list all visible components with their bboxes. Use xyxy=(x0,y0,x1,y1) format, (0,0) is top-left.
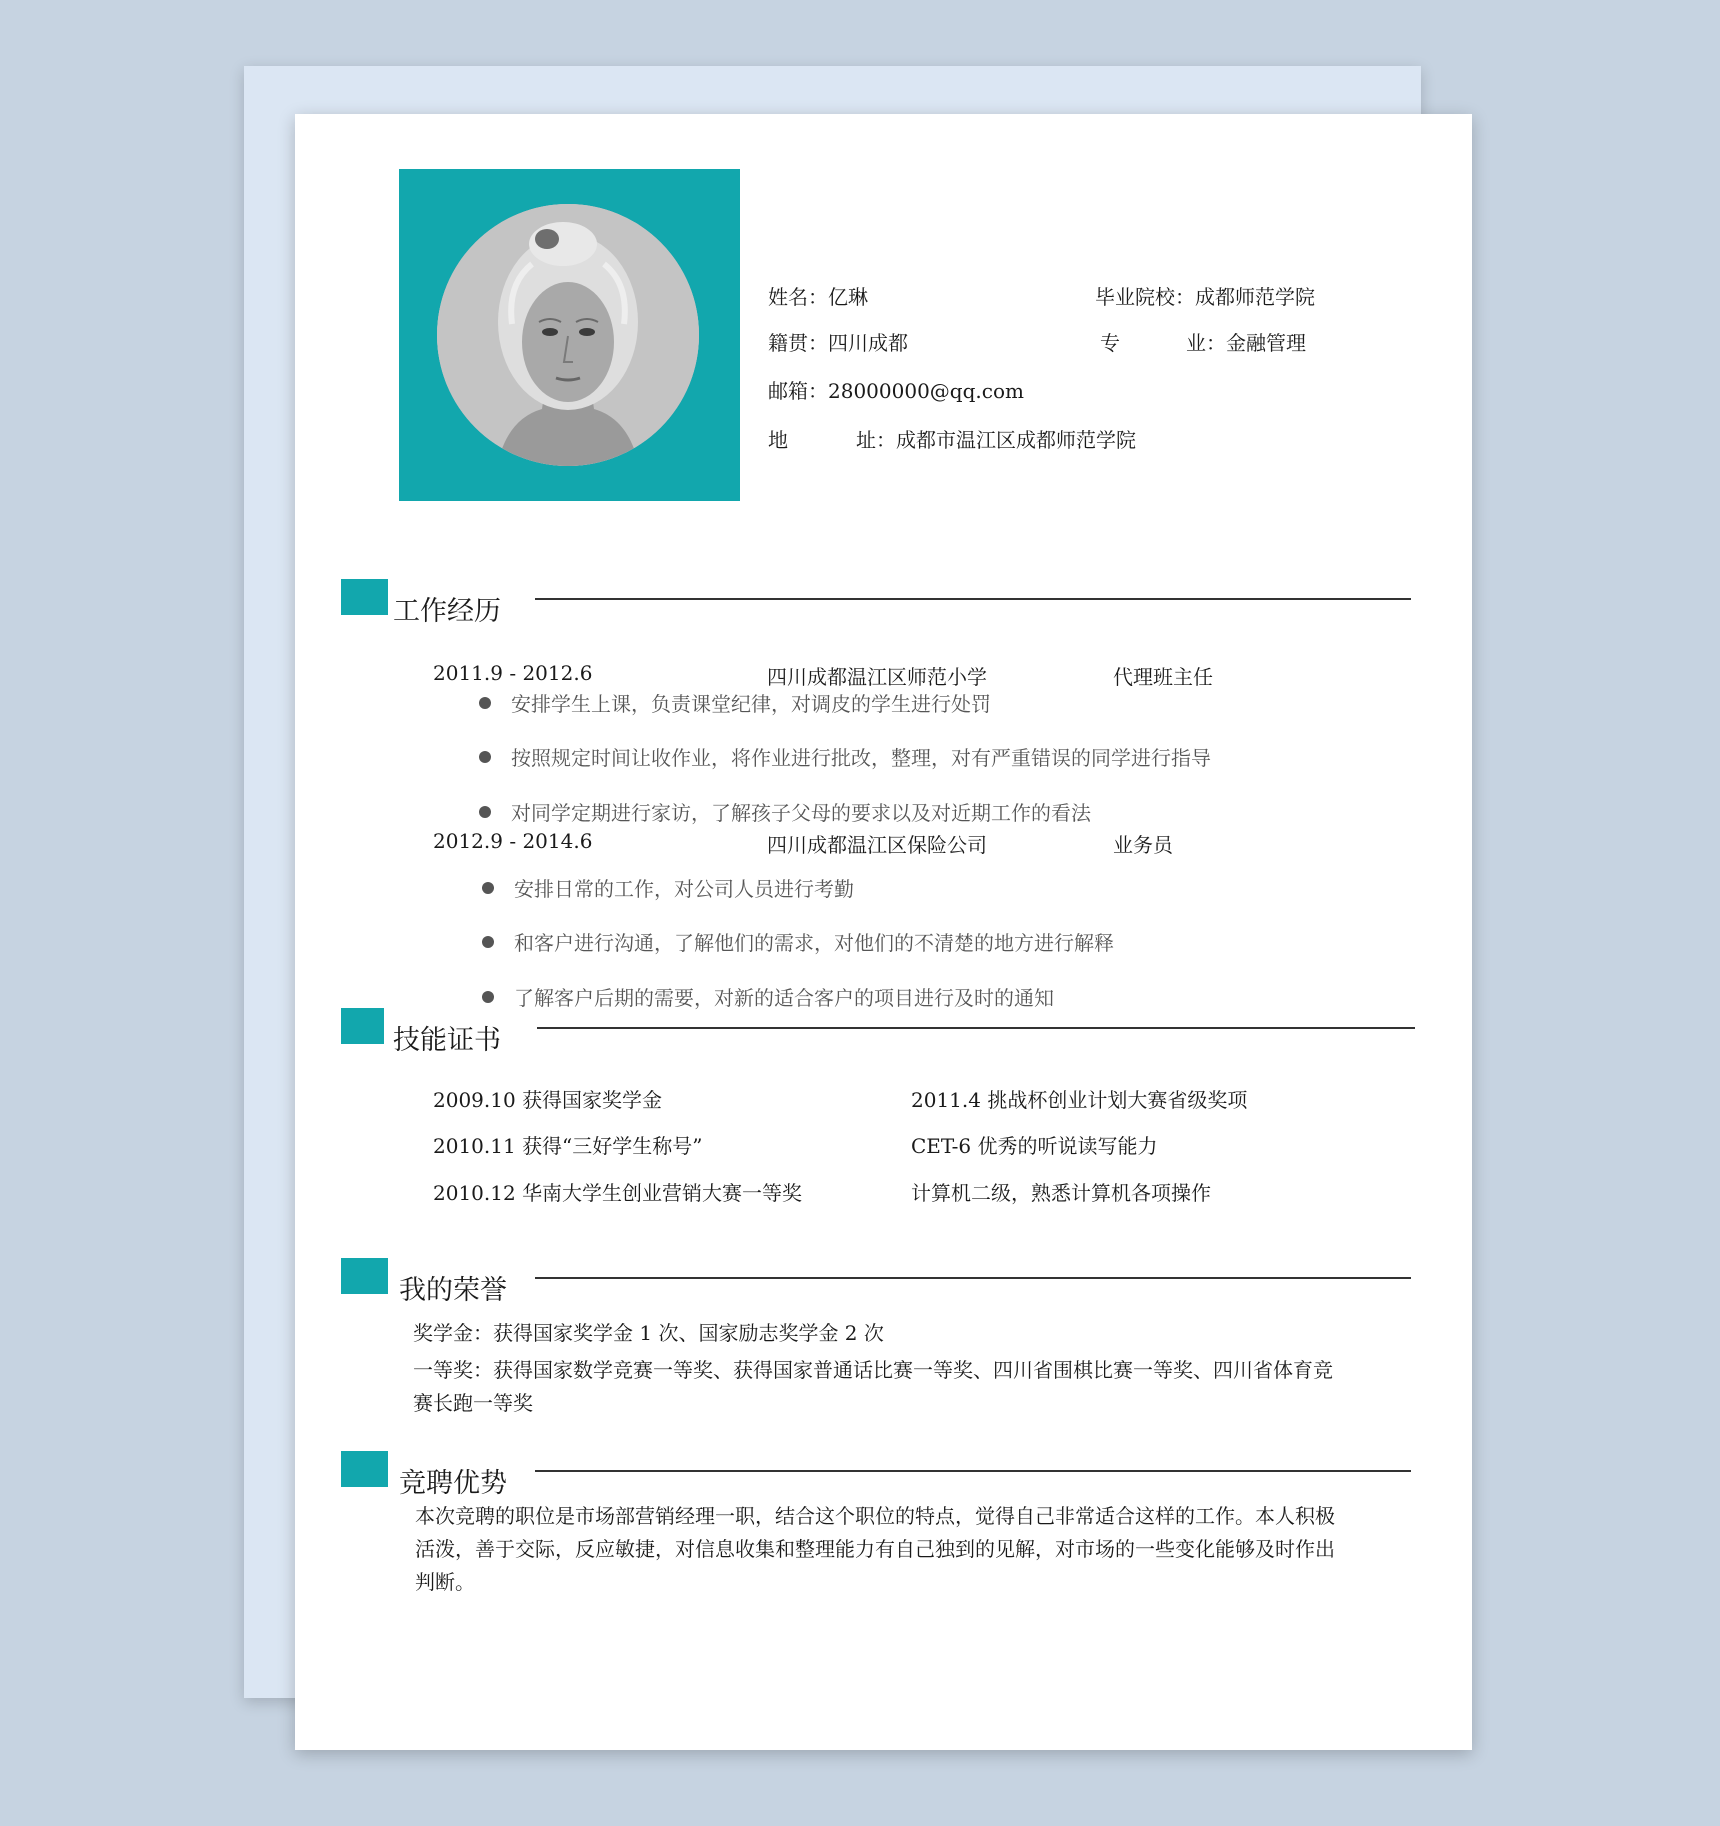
job-1-duty xyxy=(511,688,991,717)
job-2-duty xyxy=(514,873,854,902)
skill-item: 2010.12 华南大学生创业营销大赛一等奖 xyxy=(433,1181,803,1205)
job-1-duty xyxy=(511,797,1091,826)
section-marker xyxy=(341,1258,388,1294)
skill-item: 计算机二级，熟悉计算机各项操作 xyxy=(911,1181,1211,1205)
job-2-role: 业务员 xyxy=(1113,833,1173,857)
school-label: 毕业院校： xyxy=(1095,285,1195,309)
skills-section-header xyxy=(341,1008,1411,1056)
duty-text: 对同学定期进行家访，了解孩子父母的要求以及对近期工作的看法 xyxy=(511,801,1091,825)
job-2-company: 四川成都温江区保险公司 xyxy=(767,833,987,857)
bullet-dot xyxy=(482,936,494,948)
advantage-section-header xyxy=(341,1451,1411,1499)
origin-label: 籍贯： xyxy=(768,331,828,355)
email-value: 28000000@qq.com xyxy=(828,379,1024,403)
address-label-1: 地 xyxy=(768,428,788,452)
bullet-dot xyxy=(482,882,494,894)
duty-text: 安排日常的工作，对公司人员进行考勤 xyxy=(514,877,854,901)
major-row xyxy=(1100,327,1306,356)
origin-row xyxy=(768,327,908,356)
address-row xyxy=(768,424,1136,453)
email-label: 邮箱： xyxy=(768,379,828,403)
duty-text: 和客户进行沟通，了解他们的需求，对他们的不清楚的地方进行解释 xyxy=(514,931,1114,955)
section-rule xyxy=(535,1470,1411,1472)
skill-item: CET-6 优秀的听说读写能力 xyxy=(911,1134,1158,1158)
advantage-section-title: 竞聘优势 xyxy=(399,1468,507,1499)
skill-item: 2009.10 获得国家奖学金 xyxy=(433,1088,663,1112)
skill-item: 2011.4 挑战杯创业计划大赛省级奖项 xyxy=(911,1088,1248,1112)
job-2-duty xyxy=(514,927,1114,956)
honor-scholarship: 奖学金：获得国家奖学金 1 次、国家励志奖学金 2 次 xyxy=(413,1321,884,1345)
job-1-company: 四川成都温江区师范小学 xyxy=(767,665,987,689)
honors-section-title: 我的荣誉 xyxy=(399,1275,507,1306)
address-label-2: 址： xyxy=(856,428,896,452)
name-value: 亿琳 xyxy=(828,285,868,309)
address-value: 成都市温江区成都师范学院 xyxy=(896,428,1136,452)
section-marker xyxy=(341,579,388,615)
bullet-dot xyxy=(479,806,491,818)
section-rule xyxy=(535,1277,1411,1279)
job-2-duty xyxy=(514,982,1054,1011)
section-rule xyxy=(537,1027,1415,1029)
name-label: 姓名： xyxy=(768,285,828,309)
bullet-dot xyxy=(479,751,491,763)
school-value: 成都师范学院 xyxy=(1195,285,1315,309)
work-section-header xyxy=(341,579,1411,627)
resume-page xyxy=(295,114,1472,1750)
work-section-title: 工作经历 xyxy=(393,596,501,627)
avatar xyxy=(437,204,699,466)
bullet-dot xyxy=(479,697,491,709)
job-1-period: 2011.9 - 2012.6 xyxy=(433,661,593,685)
skill-item: 2010.11 获得“三好学生称号” xyxy=(433,1134,703,1158)
job-1-duty xyxy=(511,742,1211,771)
photo-frame xyxy=(399,169,740,501)
advantage-text: 本次竞聘的职位是市场部营销经理一职，结合这个职位的特点，觉得自己非常适合这样的工作。本人积极活泼，善于交际，反应敏捷，对信息收集和整理能力有自己独到的见解，对市场的一些变化能够及时作出判断。 xyxy=(415,1504,1335,1594)
email-row xyxy=(768,375,1024,404)
duty-text: 了解客户后期的需要，对新的适合客户的项目进行及时的通知 xyxy=(514,986,1054,1010)
duty-text: 按照规定时间让收作业，将作业进行批改，整理，对有严重错误的同学进行指导 xyxy=(511,746,1211,770)
school-row xyxy=(1095,281,1315,310)
section-marker xyxy=(341,1451,388,1487)
honor-first-prize: 一等奖：获得国家数学竞赛一等奖、获得国家普通话比赛一等奖、四川省围棋比赛一等奖、四川省体育竞赛长跑一等奖 xyxy=(413,1358,1333,1415)
portrait-photo xyxy=(437,204,699,466)
major-label-2: 业： xyxy=(1186,331,1226,355)
section-rule xyxy=(535,598,1411,600)
job-2-period: 2012.9 - 2014.6 xyxy=(433,829,593,853)
name-row xyxy=(768,281,868,310)
origin-value: 四川成都 xyxy=(828,331,908,355)
duty-text: 安排学生上课，负责课堂纪律，对调皮的学生进行处罚 xyxy=(511,692,991,716)
honors-section-header xyxy=(341,1258,1411,1306)
bullet-dot xyxy=(482,991,494,1003)
job-1-role: 代理班主任 xyxy=(1113,665,1213,689)
section-marker xyxy=(341,1008,384,1044)
major-label-1: 专 xyxy=(1100,331,1120,355)
major-value: 金融管理 xyxy=(1226,331,1306,355)
skills-section-title: 技能证书 xyxy=(393,1025,501,1056)
